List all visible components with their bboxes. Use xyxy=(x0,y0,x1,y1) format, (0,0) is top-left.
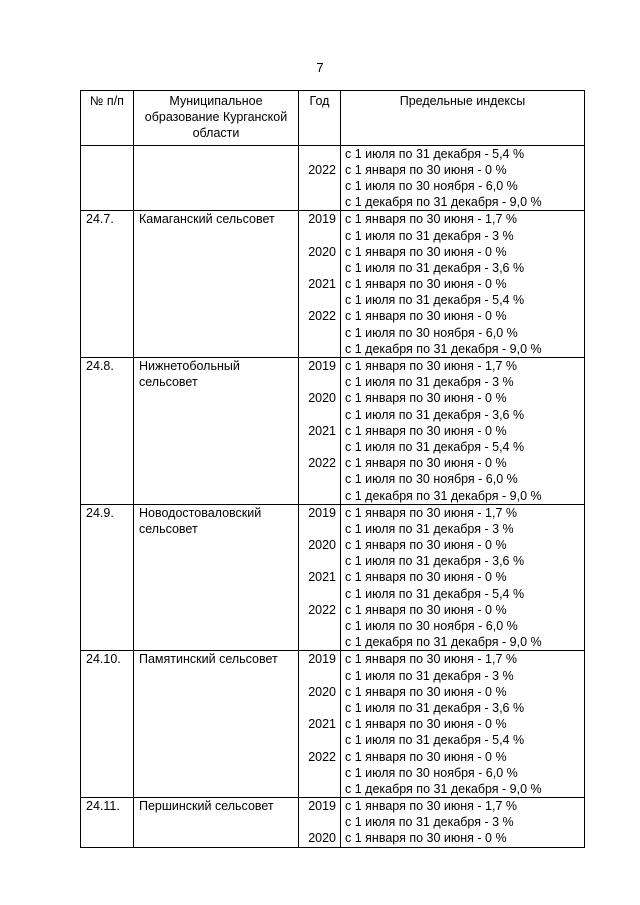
continuation-year-cell xyxy=(299,145,341,211)
index-line: с 1 января по 30 июня - 0 % xyxy=(345,684,507,699)
table-row xyxy=(81,504,585,651)
year-line xyxy=(303,146,336,162)
index-line: с 1 июля по 31 декабря - 3 % xyxy=(345,668,514,683)
year-line: 2019 xyxy=(308,799,336,814)
index-line: с 1 июля по 31 декабря - 3,6 % xyxy=(345,407,525,422)
municipality-name: Першинский сельсовет xyxy=(134,798,299,848)
year-line xyxy=(303,700,336,716)
header-year: Год xyxy=(299,91,341,146)
year-line: 2022 xyxy=(308,602,336,617)
year-line xyxy=(303,732,336,748)
year-line xyxy=(303,668,336,684)
index-line: с 1 июля по 30 ноября - 6,0 % xyxy=(345,619,518,634)
header-municipality: Муниципальное образование Курганской области xyxy=(134,91,299,146)
year-line xyxy=(303,553,336,569)
year-line: 2020 xyxy=(308,684,336,699)
index-line: с 1 июля по 31 декабря - 3 % xyxy=(345,375,514,390)
index-line: с 1 января по 30 июня - 1,7 % xyxy=(345,505,517,520)
year-line: 2021 xyxy=(308,423,336,438)
year-cell xyxy=(299,211,341,358)
year-line xyxy=(303,194,336,210)
year-line: 2020 xyxy=(308,391,336,406)
year-line xyxy=(303,341,336,357)
year-line: 2019 xyxy=(308,652,336,667)
index-line: с 1 июля по 30 ноября - 6,0 % xyxy=(345,765,518,780)
page-number: 7 xyxy=(316,60,324,75)
index-line: с 1 июля по 31 декабря - 3,6 % xyxy=(345,700,525,715)
index-line: с 1 января по 30 июня - 0 % xyxy=(345,602,507,617)
index-line: с 1 июля по 31 декабря - 5,4 % xyxy=(345,439,525,454)
index-line: с 1 января по 30 июня - 0 % xyxy=(345,831,507,846)
table-header-row xyxy=(81,91,585,146)
year-line: 2019 xyxy=(308,212,336,227)
year-line xyxy=(303,292,336,308)
indices-table xyxy=(80,90,585,848)
index-line: с 1 декабря по 31 декабря - 9,0 % xyxy=(345,781,542,796)
year-line xyxy=(303,407,336,423)
continuation-index-cell xyxy=(341,145,585,211)
year-line: 2019 xyxy=(308,505,336,520)
year-line xyxy=(303,471,336,487)
index-line: с 1 января по 30 июня - 0 % xyxy=(345,277,507,292)
continuation-num-cell xyxy=(81,145,134,211)
year-line xyxy=(303,618,336,634)
year-line: 2022 xyxy=(308,162,336,177)
year-line: 2020 xyxy=(308,538,336,553)
year-cell xyxy=(299,504,341,651)
year-line xyxy=(303,814,336,830)
year-cell xyxy=(299,358,341,505)
year-line: 2021 xyxy=(308,717,336,732)
index-line: с 1 июля по 31 декабря - 5,4 % xyxy=(345,146,525,161)
year-line xyxy=(303,781,336,797)
year-line: 2021 xyxy=(308,570,336,585)
table-row xyxy=(81,651,585,798)
year-line xyxy=(303,521,336,537)
index-line: с 1 января по 30 июня - 0 % xyxy=(345,423,507,438)
row-number: 24.9. xyxy=(81,504,134,651)
index-line: с 1 июля по 30 ноября - 6,0 % xyxy=(345,472,518,487)
index-line: с 1 декабря по 31 декабря - 9,0 % xyxy=(345,635,542,650)
index-line: с 1 июля по 31 декабря - 5,4 % xyxy=(345,293,525,308)
row-number: 24.7. xyxy=(81,211,134,358)
index-line: с 1 декабря по 31 декабря - 9,0 % xyxy=(345,488,542,503)
index-line: с 1 января по 30 июня - 0 % xyxy=(345,309,507,324)
year-line xyxy=(303,586,336,602)
index-line: с 1 декабря по 31 декабря - 9,0 % xyxy=(345,195,542,210)
index-cell xyxy=(341,798,585,848)
row-number: 24.8. xyxy=(81,358,134,505)
index-cell xyxy=(341,651,585,798)
year-line: 2020 xyxy=(308,831,336,846)
year-line xyxy=(303,178,336,194)
index-line: с 1 января по 30 июня - 1,7 % xyxy=(345,212,517,227)
index-line: с 1 июля по 31 декабря - 3,6 % xyxy=(345,554,525,569)
table-row xyxy=(81,211,585,358)
header-indices: Предельные индексы xyxy=(341,91,585,146)
index-line: с 1 января по 30 июня - 0 % xyxy=(345,391,507,406)
index-line: с 1 января по 30 июня - 0 % xyxy=(345,538,507,553)
index-line: с 1 января по 30 июня - 0 % xyxy=(345,717,507,732)
index-line: с 1 июля по 31 декабря - 3,6 % xyxy=(345,260,525,275)
year-cell xyxy=(299,651,341,798)
index-line: с 1 июля по 30 ноября - 6,0 % xyxy=(345,178,518,193)
table-row xyxy=(81,358,585,505)
year-line xyxy=(303,228,336,244)
continuation-name-cell xyxy=(134,145,299,211)
year-line: 2019 xyxy=(308,359,336,374)
index-line: с 1 июля по 31 декабря - 5,4 % xyxy=(345,733,525,748)
index-line: с 1 января по 30 июня - 1,7 % xyxy=(345,359,517,374)
year-line: 2022 xyxy=(308,309,336,324)
index-line: с 1 января по 30 июня - 0 % xyxy=(345,456,507,471)
index-line: с 1 января по 30 июня - 0 % xyxy=(345,244,507,259)
index-line: с 1 июля по 31 декабря - 3 % xyxy=(345,815,514,830)
row-number: 24.10. xyxy=(81,651,134,798)
table-body xyxy=(81,145,585,847)
index-line: с 1 января по 30 июня - 0 % xyxy=(345,570,507,585)
year-line xyxy=(303,634,336,650)
index-cell xyxy=(341,358,585,505)
year-line xyxy=(303,374,336,390)
index-line: с 1 января по 30 июня - 0 % xyxy=(345,749,507,764)
index-line: с 1 июля по 31 декабря - 3 % xyxy=(345,228,514,243)
year-line: 2021 xyxy=(308,277,336,292)
year-cell xyxy=(299,798,341,848)
year-line xyxy=(303,765,336,781)
year-line xyxy=(303,439,336,455)
year-line: 2022 xyxy=(308,749,336,764)
municipality-name: Новодостоваловский сельсовет xyxy=(134,504,299,651)
index-cell xyxy=(341,504,585,651)
year-line xyxy=(303,260,336,276)
index-line: с 1 декабря по 31 декабря - 9,0 % xyxy=(345,341,542,356)
index-cell xyxy=(341,211,585,358)
index-line: с 1 июля по 30 ноября - 6,0 % xyxy=(345,325,518,340)
index-line: с 1 июля по 31 декабря - 5,4 % xyxy=(345,586,525,601)
index-line: с 1 января по 30 июня - 1,7 % xyxy=(345,799,517,814)
index-line: с 1 января по 30 июня - 1,7 % xyxy=(345,652,517,667)
municipality-name: Нижнетобольный сельсовет xyxy=(134,358,299,505)
municipality-name: Камаганский сельсовет xyxy=(134,211,299,358)
index-line: с 1 января по 30 июня - 0 % xyxy=(345,162,507,177)
index-line: с 1 июля по 31 декабря - 3 % xyxy=(345,521,514,536)
row-number: 24.11. xyxy=(81,798,134,848)
municipality-name: Памятинский сельсовет xyxy=(134,651,299,798)
year-line xyxy=(303,325,336,341)
header-num: № п/п xyxy=(81,91,134,146)
year-line xyxy=(303,488,336,504)
year-line: 2020 xyxy=(308,244,336,259)
year-line: 2022 xyxy=(308,456,336,471)
continuation-row xyxy=(81,145,585,211)
table-row xyxy=(81,798,585,848)
